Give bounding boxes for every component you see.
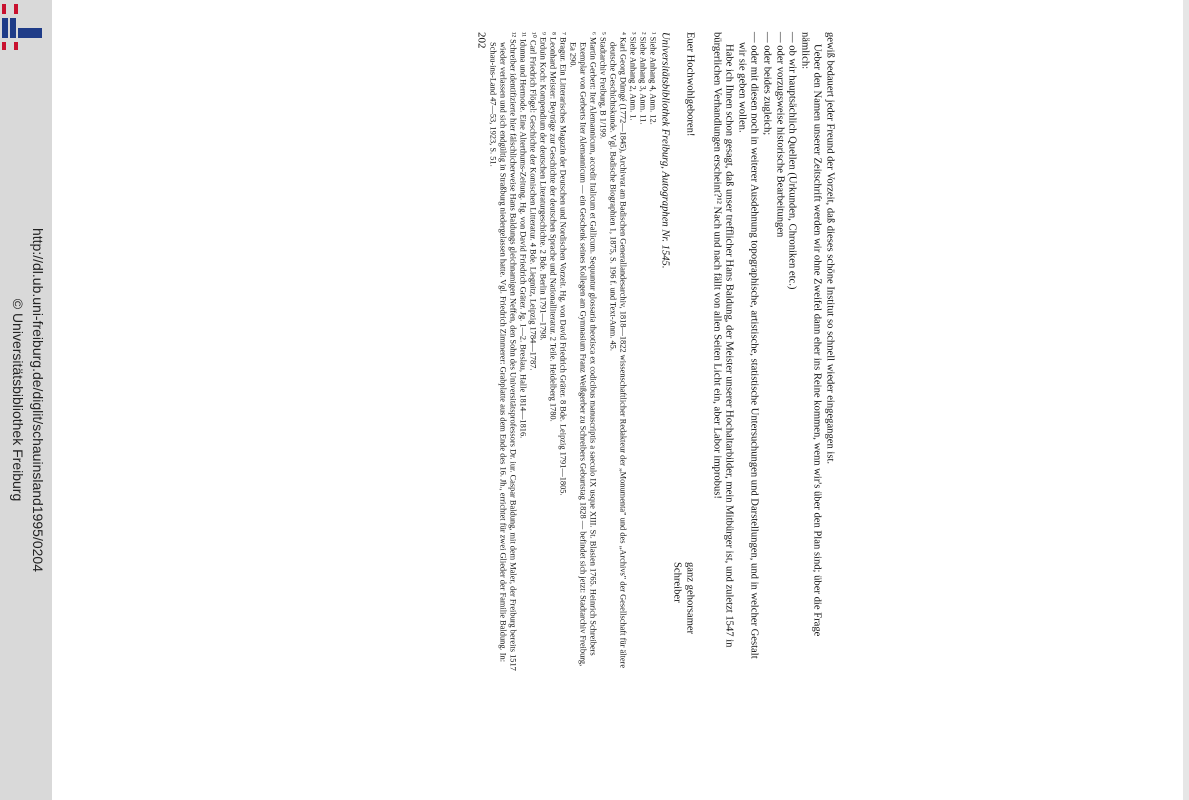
footnote-8: ⁸ Leonhard Meister: Beyträge zur Geschichte der deutschen Sprache und Nationalliteratur. 2 Teile. Heidelberg 1780. xyxy=(548,32,558,422)
right-edge-strip xyxy=(1183,0,1189,800)
footnote-3: ³ Siehe Anhang 2, Anm. 1. xyxy=(628,32,638,121)
signature-block xyxy=(670,32,695,672)
source-url-link[interactable]: http://dl.ub.uni-freiburg.de/diglit/schauinsland1995/0204 xyxy=(30,227,46,573)
list-item-4: — oder mit diesen noch in weiterer Ausdehnung topographische, artistische, statistische Untersuchungen und Darstellungen, und in welcher Gestalt wir sie geben wollen. xyxy=(736,32,760,659)
page-number: 202 xyxy=(475,32,488,49)
footnote-9: ⁹ Erduin Koch: Kompendium der deutschen Literaturgeschichte. 2 Bde. Berlin 1791—1798. xyxy=(538,32,548,341)
footnote-2: ² Siehe Anhang 3, Anm. 11. xyxy=(638,32,648,125)
section-heading: Universitätsbibliothek Freiburg, Autographen Nr. 1545. xyxy=(659,32,671,269)
footnote-4: ⁴ Karl Georg Dümgé (1772—1845), Archivrat am Badischen Generallandesarchiv, 1818—1822 wissenschaftlicher Redakteur der „Monumenta" und des „Archivs" der Gesellschaft für ältere deutsche Geschichtskunde. Vgl. Badische Biographien 1, 1875, S. 196 f. und Text-Anm. 45. xyxy=(608,32,628,669)
list-item-1: — ob wir hauptsächlich Quellen (Urkunden, Chroniken etc.) xyxy=(786,32,798,290)
list-item-3: — oder beides zugleich; xyxy=(761,32,773,136)
footnote-10: ¹⁰ Carl Friedrich Flögel: Geschichte der Komischen Litteratur. 4 Bde. Liegnitz, Leipzig 1784—1787. xyxy=(528,32,538,371)
footnotes xyxy=(488,32,658,672)
closing-line-2: Schreiber xyxy=(671,562,683,603)
footnote-12: ¹² Schreiber identifizierte hier fälschlicherweise Hans Baldungs gleichnamigen Neffen, den Sohn des Universitätsprofessors Dr. iur. Caspar Baldung, mit dem Maler, der Freiburg bereits 1517 wieder verlassen und sich endgültig in Straßburg niedergelassen hatte. Vgl. Friedrich Zimmerer: Grabplatte aus dem Ende des 16. Jh., errichtet für zwei Glieder der Familie Baldung. In: Schau-ins-Land 47—53, 1923, S. 51. xyxy=(488,32,518,671)
sidebar-band xyxy=(0,0,52,800)
copyright-notice: © Universitätsbibliothek Freiburg xyxy=(10,298,26,502)
footnote-5: ⁵ Stadtarchiv Freiburg, B 1/199. xyxy=(598,32,608,139)
paragraph-2: Ueber den Namen unserer Zeitschrift werden wir ohne Zweifel dann eher ins Reine kommen, wenn wir's über den Plan sind; über die Frage nämlich: xyxy=(799,32,823,637)
footnote-6: ⁶ Martin Gerbert: Iter Alemannicum, accedit Italicum et Gallicum. Sequuntur glossaria theotisca ex codicibus manuscriptis a saeculo IX usque XIII. St. Blasien 1765. Heinrich Schreibers Exemplar von Gerberts Iter Alemannicum — ein Geschenk seines Kollegen am Gymnasium Franz Weißgerber zu Schreibers Geburtstag 1828 — befindet sich jetzt: Stadtarchiv Freiburg, Ea 290. xyxy=(568,32,598,667)
closing-line-1: ganz gehorsamer xyxy=(684,562,696,635)
sidebar-text xyxy=(4,10,48,790)
salutation: Euer Hochwohlgeboren! xyxy=(684,32,696,137)
footnote-11: ¹¹ Idunna und Hermode. Eine Alterthums-Zeitung. Hg. von David Friedrich Gräter. Jg. 1—2. Breslau, Halle 1814—1816. xyxy=(518,32,528,439)
footnote-7: ⁷ Bragur. Ein Litterarisches Magazin der Deutschen und Nordischen Vorzeit. Hg. von David Friedrich Gräter. 8 Bde. Leipzig 1791—1805. xyxy=(558,32,568,496)
paragraph-3: Habe ich Ihnen schon gesagt, daß unser trefflicher Hans Baldung, der Meister unserer Hochaltarbilder, mein Mitbürger ist, und zuletzt 1547 in bürgerlichen Verhandlungen erscheint?¹² Nach und nach fällt von allen Seiten Licht ein, aber Labor improbus! xyxy=(711,32,735,648)
document-page xyxy=(475,32,836,672)
list-item-2: — oder vorzugsweise historische Bearbeitungen xyxy=(774,32,786,238)
paragraph-1: gewiß bedauert jeder Freund der Vorzeit, daß dieses schöne Institut so schnell wieder eingegangen ist. xyxy=(824,32,836,465)
footnote-1: ¹ Siehe Anhang 4, Anm. 12. xyxy=(648,32,658,125)
